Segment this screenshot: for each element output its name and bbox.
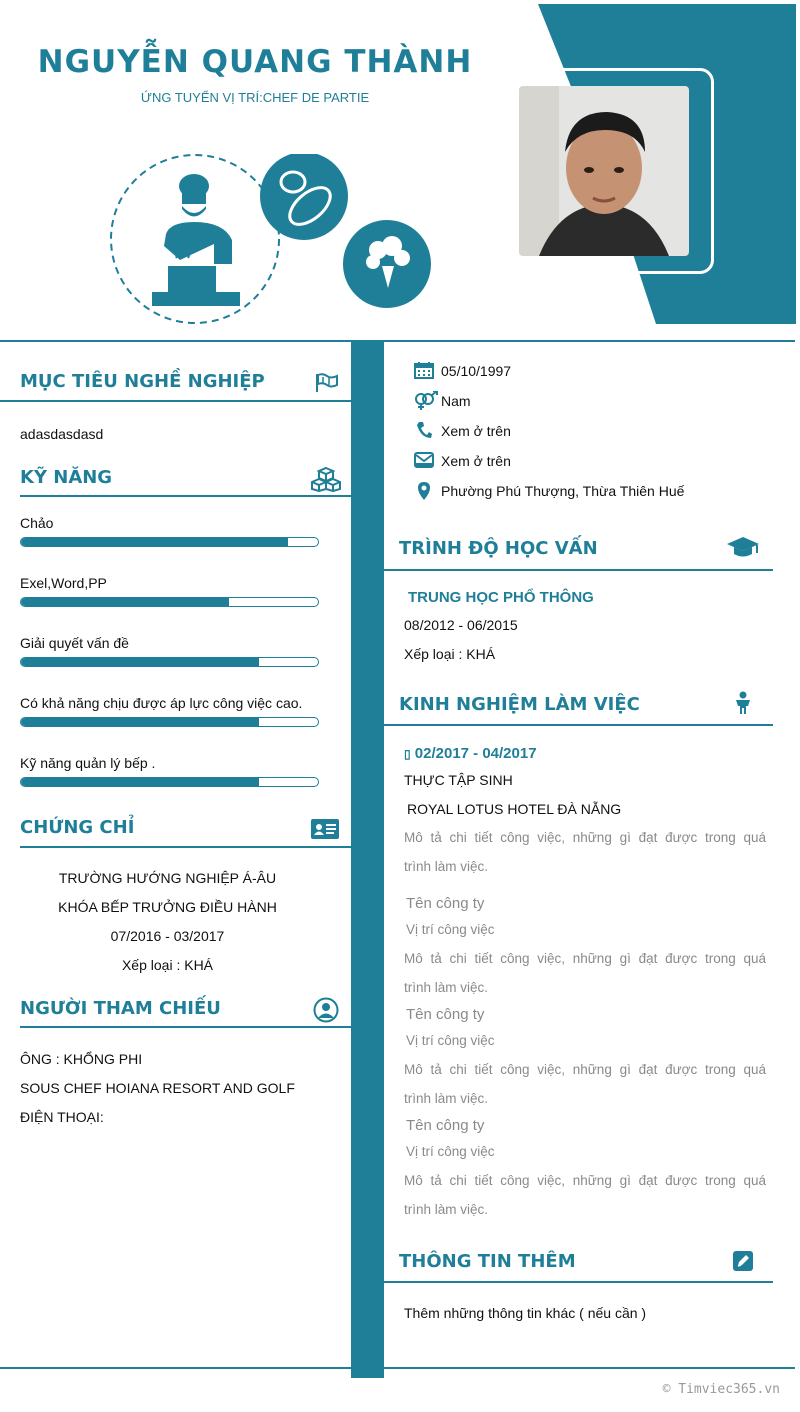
top-divider [0, 340, 795, 342]
experience-company: ROYAL LOTUS HOTEL ĐÀ NẴNG [407, 801, 622, 817]
placeholder-company: Tên công ty [406, 1006, 485, 1023]
reference-phone: ĐIỆN THOẠI: [20, 1109, 104, 1125]
placeholder-company: Tên công ty [406, 895, 485, 912]
education-period: 08/2012 - 06/2015 [404, 617, 518, 633]
skills-title: KỸ NĂNG [20, 467, 113, 488]
placeholder-description-cont: trình làm việc. [404, 1202, 489, 1217]
extra-info-text: Thêm những thông tin khác ( nếu cần ) [404, 1305, 647, 1321]
edit-icon [732, 1250, 754, 1272]
placeholder-role: Vị trí công việc [406, 1033, 495, 1048]
skill-label: Exel,Word,PP [20, 575, 107, 591]
certificates-title: CHỨNG CHỈ [20, 817, 135, 838]
skill-label: Giải quyết vấn đề [20, 635, 129, 651]
references-underline [20, 1026, 351, 1028]
placeholder-description-cont: trình làm việc. [404, 980, 489, 995]
education-grade: Xếp loại : KHÁ [404, 646, 496, 662]
skill-label: Kỹ năng quản lý bếp . [20, 755, 156, 771]
experience-description-cont: trình làm việc. [404, 859, 489, 874]
experience-role: THỰC TẬP SINH [404, 772, 513, 788]
placeholder-description-cont: trình làm việc. [404, 1091, 489, 1106]
certificates-underline [20, 846, 351, 848]
phone: Xem ở trên [441, 423, 511, 439]
education-underline [384, 569, 773, 571]
location-pin-icon [417, 481, 431, 501]
objective-text: adasdasdasd [20, 426, 104, 442]
experience-title: KINH NGHIỆM LÀM VIỆC [399, 694, 640, 715]
certificate-school: TRƯỜNG HƯỚNG NGHIỆP Á-ÂU [58, 870, 277, 886]
cubes-icon [311, 466, 341, 492]
skill-level-bar [20, 537, 319, 547]
placeholder-role: Vị trí công việc [406, 1144, 495, 1159]
certificate-period: 07/2016 - 03/2017 [110, 928, 225, 944]
skill-level-fill [21, 718, 259, 726]
user-circle-icon [313, 997, 339, 1023]
email-icon [414, 451, 434, 469]
calendar-icon [414, 361, 434, 379]
profile-photo [519, 86, 689, 256]
extra-info-underline [384, 1281, 773, 1283]
applied-position: ỨNG TUYỂN VỊ TRÍ:CHEF DE PARTIE [140, 90, 370, 105]
skill-level-bar [20, 597, 319, 607]
skills-underline [20, 495, 351, 497]
column-divider-bar [351, 340, 384, 1378]
skill-level-fill [21, 598, 229, 606]
skill-level-bar [20, 717, 319, 727]
placeholder-description: Mô tả chi tiết công việc, những gì đạt được trong quá [404, 1173, 766, 1188]
placeholder-description: Mô tả chi tiết công việc, những gì đạt được trong quá [404, 951, 766, 966]
experience-period-text: 02/2017 - 04/2017 [414, 745, 537, 762]
date-of-birth: 05/10/1997 [441, 363, 512, 379]
education-title: TRÌNH ĐỘ HỌC VẤN [399, 538, 598, 559]
experience-period [404, 745, 537, 762]
objective-underline [0, 400, 351, 402]
experience-description: Mô tả chi tiết công việc, những gì đạt được trong quá [404, 830, 766, 845]
extra-info-title: THÔNG TIN THÊM [399, 1251, 576, 1272]
objective-title: MỤC TIÊU NGHỀ NGHIỆP [20, 371, 265, 392]
references-title: NGƯỜI THAM CHIẾU [20, 998, 221, 1019]
calendar-glyph-icon: ▯ [404, 747, 411, 761]
email: Xem ở trên [441, 453, 511, 469]
chef-illustration [108, 154, 438, 326]
skill-level-bar [20, 657, 319, 667]
skill-label: Có khả năng chịu được áp lực công việc cao. [20, 695, 303, 711]
address: Phường Phú Thượng, Thừa Thiên Huế [441, 483, 685, 499]
certificate-grade: Xếp loại : KHÁ [121, 957, 214, 973]
flag-icon [315, 373, 339, 393]
skill-label: Chảo [20, 515, 54, 531]
skill-level-fill [21, 778, 259, 786]
gender-icon [412, 391, 438, 411]
id-card-icon [310, 818, 340, 840]
skill-level-fill [21, 538, 288, 546]
graduation-cap-icon [726, 535, 760, 559]
education-school: TRUNG HỌC PHỔ THÔNG [408, 589, 594, 606]
placeholder-role: Vị trí công việc [406, 922, 495, 937]
candidate-name: NGUYỄN QUANG THÀNH [37, 44, 473, 80]
gender: Nam [441, 393, 471, 409]
footer-credit[interactable]: © Timviec365.vn [662, 1382, 780, 1397]
reference-position: SOUS CHEF HOIANA RESORT AND GOLF [20, 1080, 295, 1096]
experience-underline [384, 724, 773, 726]
phone-icon [416, 421, 432, 439]
placeholder-company: Tên công ty [406, 1117, 485, 1134]
certificate-course: KHÓA BẾP TRƯỞNG ĐIỀU HÀNH [58, 899, 277, 915]
person-icon [735, 691, 751, 715]
skill-level-fill [21, 658, 259, 666]
skill-level-bar [20, 777, 319, 787]
reference-name: ÔNG : KHỔNG PHI [20, 1051, 143, 1067]
placeholder-description: Mô tả chi tiết công việc, những gì đạt được trong quá [404, 1062, 766, 1077]
bottom-divider [0, 1367, 795, 1369]
